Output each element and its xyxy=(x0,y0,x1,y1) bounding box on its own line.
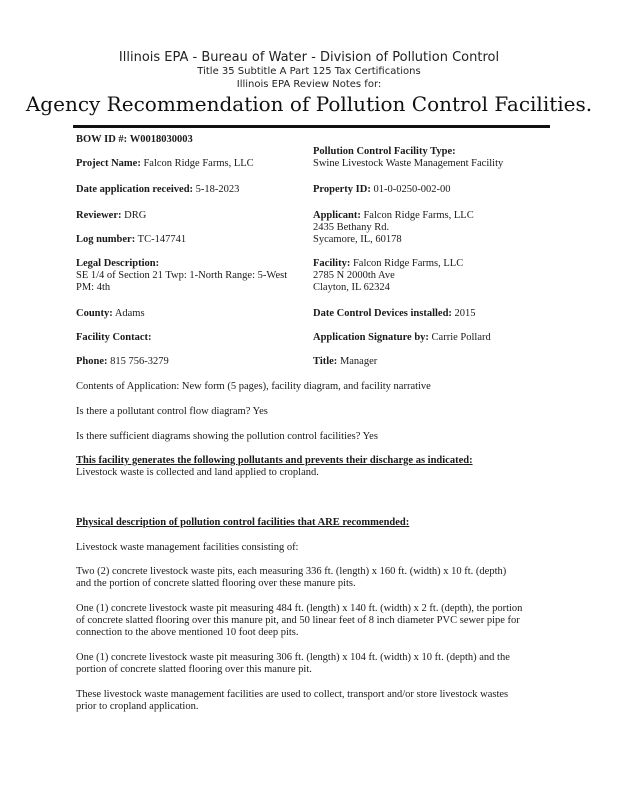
signer-title xyxy=(313,356,377,368)
facility-contact: Facility Contact: xyxy=(76,332,152,343)
pollutants-text: Livestock waste is collected and land applied to cropland. xyxy=(76,467,319,478)
applicant xyxy=(313,210,474,222)
header-review-notes: Illinois EPA Review Notes for: xyxy=(236,79,382,90)
flow-diagram-question: Is there a pollutant control flow diagram? Yes xyxy=(76,406,268,417)
paragraph4-line1: These livestock waste management facilities are used to collect, transport and/or store livestock wastes xyxy=(76,689,509,700)
page-title: Agency Recommendation of Pollution Control Facilities. xyxy=(25,92,593,116)
header-title-35: Title 35 Subtitle A Part 125 Tax Certifications xyxy=(197,66,421,77)
phone xyxy=(76,356,169,368)
property-id xyxy=(313,184,450,196)
log-label: Log number: xyxy=(76,234,136,245)
paragraph1-line1: Two (2) concrete livestock waste pits, each measuring 336 ft. (length) x 160 ft. (width) x 10 ft. (depth) xyxy=(76,566,507,577)
physical-description-heading: Physical description of pollution control facilities that ARE recommended: xyxy=(76,517,410,528)
paragraph2-line1: One (1) concrete livestock waste pit measuring 484 ft. (length) x 140 ft. (width) x 2 ft. (depth), the portion xyxy=(76,603,523,614)
facility xyxy=(313,258,463,270)
title-label: Title: xyxy=(313,356,338,367)
reviewer xyxy=(76,210,146,222)
application-signature xyxy=(313,332,491,344)
project-label: Project Name: xyxy=(76,158,141,169)
bow-value: W0018030003 xyxy=(129,134,193,145)
paragraph1-line2: and the portion of concrete slatted flooring over these manure pits. xyxy=(76,578,356,589)
applicant-addr2: Sycamore, IL, 60178 xyxy=(313,234,402,245)
paragraph4-line2: prior to cropland application. xyxy=(76,701,199,712)
date-app-label: Date application received: xyxy=(76,184,194,195)
phone-label: Phone: xyxy=(76,356,108,367)
date-control-installed xyxy=(313,308,476,320)
facility-addr1: 2785 N 2000th Ave xyxy=(313,270,395,281)
date-received xyxy=(76,184,239,196)
pcf-type-value: Swine Livestock Waste Management Facility xyxy=(313,158,504,169)
pcf-type-label: Pollution Control Facility Type: xyxy=(313,146,456,157)
project-value: Falcon Ridge Farms, LLC xyxy=(143,158,254,169)
signature-label: Application Signature by: xyxy=(313,332,429,343)
date-ctrl-value: 2015 xyxy=(454,308,476,319)
applicant-label: Applicant: xyxy=(313,210,361,221)
facility-value: Falcon Ridge Farms, LLC xyxy=(352,258,464,269)
title-value: Manager xyxy=(339,356,378,367)
diagrams-question: Is there sufficient diagrams showing the pollution control facilities? Yes xyxy=(76,431,378,442)
project-name xyxy=(76,158,254,170)
reviewer-label: Reviewer: xyxy=(76,210,122,221)
facility-label: Facility: xyxy=(313,258,351,269)
property-value: 01-0-0250-002-00 xyxy=(373,184,451,195)
header-divider xyxy=(73,125,550,128)
applicant-value: Falcon Ridge Farms, LLC xyxy=(363,210,474,221)
date-app-value: 5-18-2023 xyxy=(195,184,240,195)
county xyxy=(76,308,145,320)
log-value: TC-147741 xyxy=(137,234,187,245)
county-label: County: xyxy=(76,308,113,319)
paragraph3-line2: portion of concrete slatted flooring over this manure pit. xyxy=(76,664,312,675)
legal-line1: SE 1/4 of Section 21 Twp: 1-North Range: 5-West xyxy=(76,270,288,281)
signature-value: Carrie Pollard xyxy=(431,332,491,343)
applicant-addr1: 2435 Bethany Rd. xyxy=(313,222,390,233)
pollutants-heading: This facility generates the following pollutants and prevents their discharge as indicated: xyxy=(76,455,473,466)
paragraph3-line1: One (1) concrete livestock waste pit measuring 306 ft. (length) x 104 ft. (width) x 10 ft. (depth) and the xyxy=(76,652,510,663)
reviewer-value: DRG xyxy=(124,210,147,221)
header-agency: Illinois EPA - Bureau of Water - Division of Pollution Control xyxy=(118,50,500,65)
legal-line2: PM: 4th xyxy=(76,282,111,293)
facilities-consisting: Livestock waste management facilities consisting of: xyxy=(76,542,299,553)
paragraph2-line3: connection to the above mentioned 10 foot deep pits. xyxy=(76,627,299,638)
legal-label: Legal Description: xyxy=(76,258,160,269)
county-value: Adams xyxy=(114,308,145,319)
log-number xyxy=(76,234,186,246)
facility-addr2: Clayton, IL 62324 xyxy=(313,282,390,293)
bow-id xyxy=(76,134,193,146)
phone-value: 815 756-3279 xyxy=(110,356,169,367)
paragraph2-line2: of concrete slatted flooring over this manure pit, and 50 linear feet of 8 inch diameter PVC sewer pipe for xyxy=(76,615,520,626)
contents-of-application: Contents of Application: New form (5 pages), facility diagram, and facility narrative xyxy=(76,381,431,392)
date-ctrl-label: Date Control Devices installed: xyxy=(313,308,452,319)
bow-label: BOW ID #: xyxy=(76,134,128,145)
property-label: Property ID: xyxy=(313,184,371,195)
